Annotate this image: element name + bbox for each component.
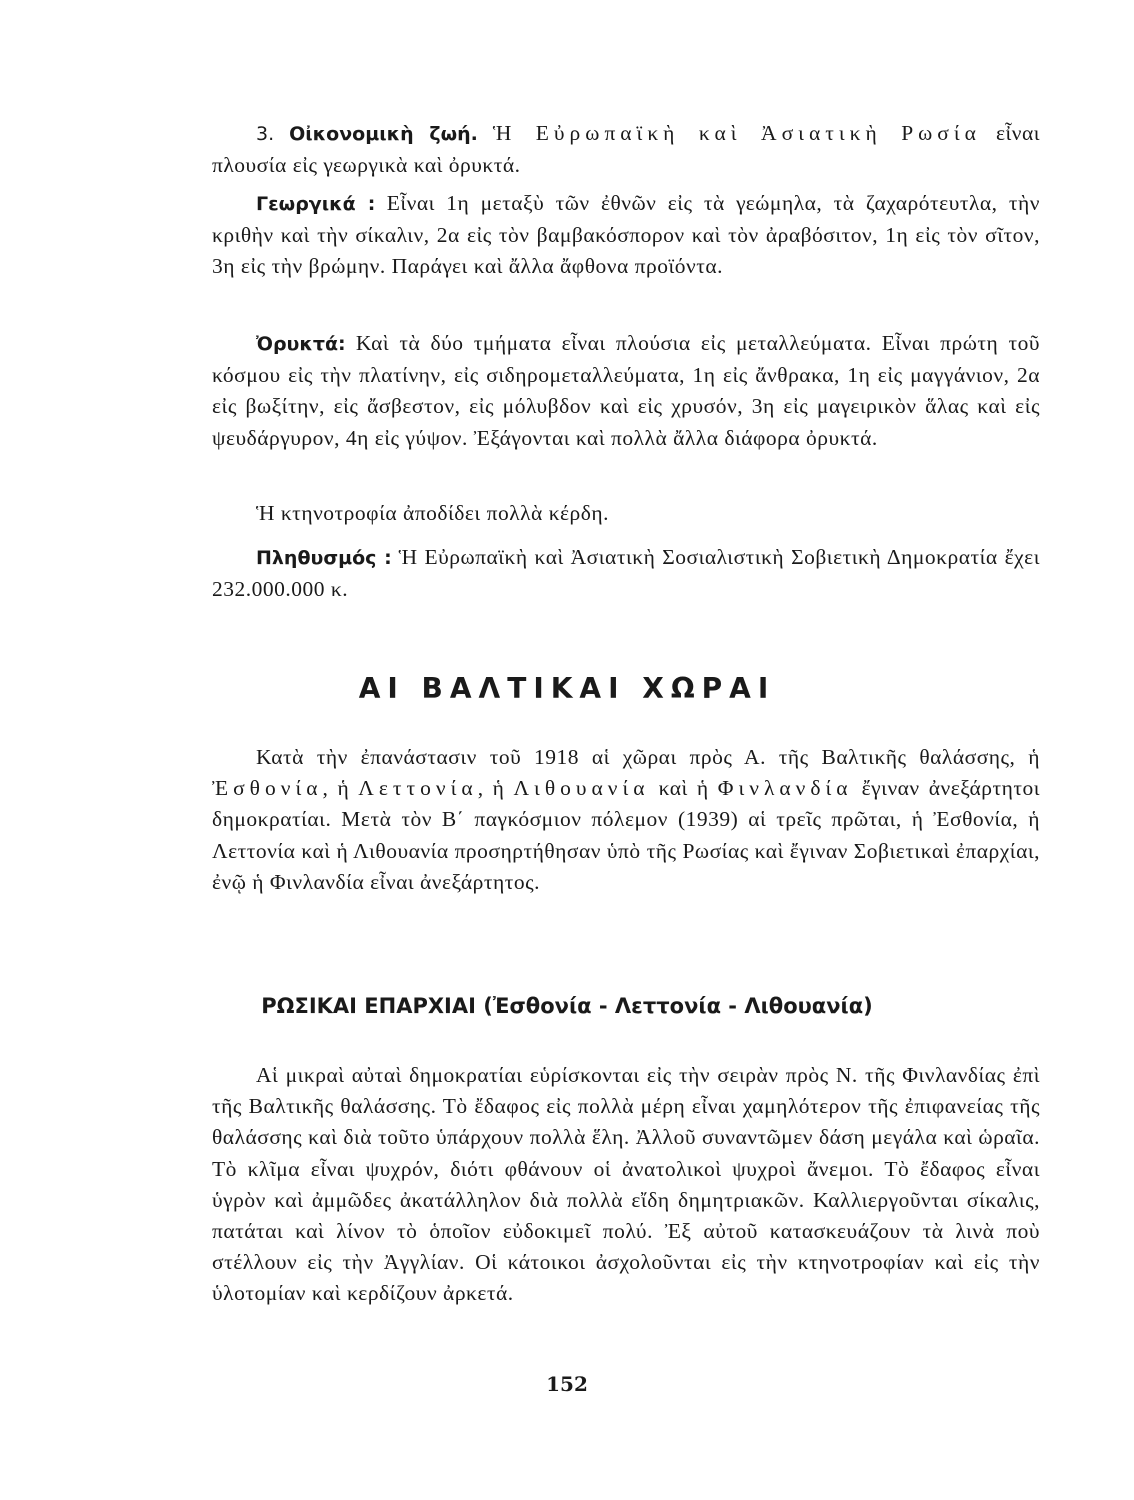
country-estonia: Ἐσθονία	[212, 776, 323, 801]
russian-provinces-paragraph: Αἱ μικραὶ αὐταὶ δημοκρατίαι εὑρίσκονται εἰς τὴν σειρὰν πρὸς Ν. τῆς Φινλανδίας ἐπὶ τῆς Βαλτικῆς θαλάσσης. Τὸ ἔδαφος εἰς πολλὰ μέρη εἶναι χαμηλότερον τῆς ἐπιφανείας τῆς θαλάσσης καὶ διὰ τοῦτο ὑπάρχουν πολλὰ ἕλη. Ἀλλοῦ συναντῶμεν δάση μεγάλα καὶ ὡραῖα. Τὸ κλῖμα εἶναι ψυχρόν, διότι φθάνουν οἱ ἀνατολικοὶ ψυχροὶ ἄνεμοι. Τὸ ἔδαφος εἶναι ὑγρὸν καὶ ἀμμῶδες ἀκατάλληλον διὰ πολλὰ εἴδη δημητριακῶν. Καλλιεργοῦνται σίκαλις, πατάται καὶ λίνον τὸ ὁποῖον εὐδοκιμεῖ πολύ. Ἐξ αὐτοῦ κατασκευάζουν τὰ λινὰ ποὺ στέλλουν εἰς τὴν Ἀγγλίαν. Οἱ κάτοικοι ἀσχολοῦνται εἰς τὴν κτηνοτροφίαν καὶ εἰς τὴν ὑλοτομίαν καὶ κερδίζουν ἀρκετά.	[212, 1063, 1040, 1306]
baltic-text-3: , ἡ	[477, 776, 505, 801]
minerals-text: Καὶ τὰ δύο τμήματα εἶναι πλούσια εἰς μεταλλεύματα. Εἶναι πρώτη τοῦ κόσμου εἰς τὴν πλατίνην, εἰς σιδηρομεταλλεύματα, 1η εἰς ἄνθρακα, 1η εἰς μαγγάνιον, 2α εἰς βωξίτην, εἰς ἄσβεστον, εἰς μόλυβδον καὶ εἰς χρυσόν, 3η εἰς μαγειρικὸν ἅλας καὶ εἰς ψευδάργυρον, 4η εἰς γύψον. Ἐξάγονται καὶ πολλὰ ἄλλα διάφορα ὀρυκτά.	[212, 331, 1040, 450]
population-text: Ἡ Εὐρωπαϊκὴ καὶ Ἀσιατικὴ Σοσιαλιστικὴ Σοβιετικὴ Δημοκρατία ἔχει 232.000.000 κ.	[212, 545, 1040, 602]
population-section	[212, 542, 1040, 605]
minerals-label: Ὀρυκτά:	[256, 333, 346, 355]
population-label: Πληθυσμός :	[256, 547, 392, 569]
economy-lead: Ἡ Εὐρωπαϊκὴ καὶ Ἀσιατικὴ Ρωσία	[492, 121, 981, 145]
economy-paragraph	[212, 118, 1040, 181]
section-number: 3.	[256, 123, 275, 145]
minerals-section	[212, 328, 1040, 454]
baltic-text-2: , ἡ	[322, 776, 350, 801]
baltic-heading: ΑΙ ΒΑΛΤΙΚΑΙ ΧΩΡΑΙ	[358, 672, 776, 705]
baltic-section	[212, 742, 1040, 898]
country-latvia: Λεττονία	[358, 776, 478, 801]
livestock-section	[212, 498, 1040, 529]
population-paragraph	[212, 542, 1040, 605]
country-finland: Φινλανδία	[717, 776, 853, 801]
country-lithuania: Λιθουανία	[513, 776, 650, 801]
baltic-text-1: Κατὰ τὴν ἐπανάστασιν τοῦ 1918 αἱ χῶραι πρὸς Α. τῆς Βαλτικῆς θαλάσσης, ἡ	[256, 745, 1040, 769]
agriculture-text: Εἶναι 1η μεταξὺ τῶν ἐθνῶν εἰς τὰ γεώμηλα, τὰ ζαχαρότευτλα, τὴν κριθὴν καὶ τὴν σίκαλιν, 2α εἰς τὸν βαμβακόσπορον καὶ τὸν ἀραβόσιτον, 1η εἰς τὸν σῖτον, 3η εἰς τὴν βρώμην. Παράγει καὶ ἄλλα ἄφθονα προϊόντα.	[212, 191, 1040, 279]
economy-section	[212, 118, 1040, 181]
baltic-paragraph	[212, 742, 1040, 898]
agriculture-section	[212, 188, 1040, 283]
page-number: 152	[546, 1372, 588, 1396]
economy-text: εἶναι πλουσία εἰς γεωργικὰ καὶ ὀρυκτά.	[212, 121, 1041, 178]
minerals-paragraph	[212, 328, 1040, 454]
baltic-text-5: ἔγιναν ἀνεξάρτητοι δημοκρατίαι. Μετὰ τὸν Β΄ παγκόσμιον πόλεμον (1939) αἱ τρεῖς πρῶται, ἡ Ἐσθονία, ἡ Λεττονία καὶ ἡ Λιθουανία προσηρτήθησαν ὑπὸ τῆς Ρωσίας καὶ ἔγιναν Σοβιετικαὶ ἐπαρχίαι, ἐνῷ ἡ Φινλανδία εἶναι ἀνεξάρτητος.	[212, 776, 1041, 894]
russian-provinces-section	[212, 1060, 1040, 1310]
agriculture-paragraph	[212, 188, 1040, 283]
livestock-paragraph: Ἡ κτηνοτροφία ἀποδίδει πολλὰ κέρδη.	[256, 501, 610, 525]
russian-provinces-heading: ΡΩΣΙΚΑΙ ΕΠΑΡΧΙΑΙ (Ἐσθονία - Λεττονία - Λιθουανία)	[261, 994, 873, 1018]
agriculture-label: Γεωργικά :	[256, 193, 376, 215]
economy-label: Οἰκονομικὴ ζωή.	[289, 123, 478, 145]
baltic-text-4: καὶ ἡ	[658, 776, 709, 801]
